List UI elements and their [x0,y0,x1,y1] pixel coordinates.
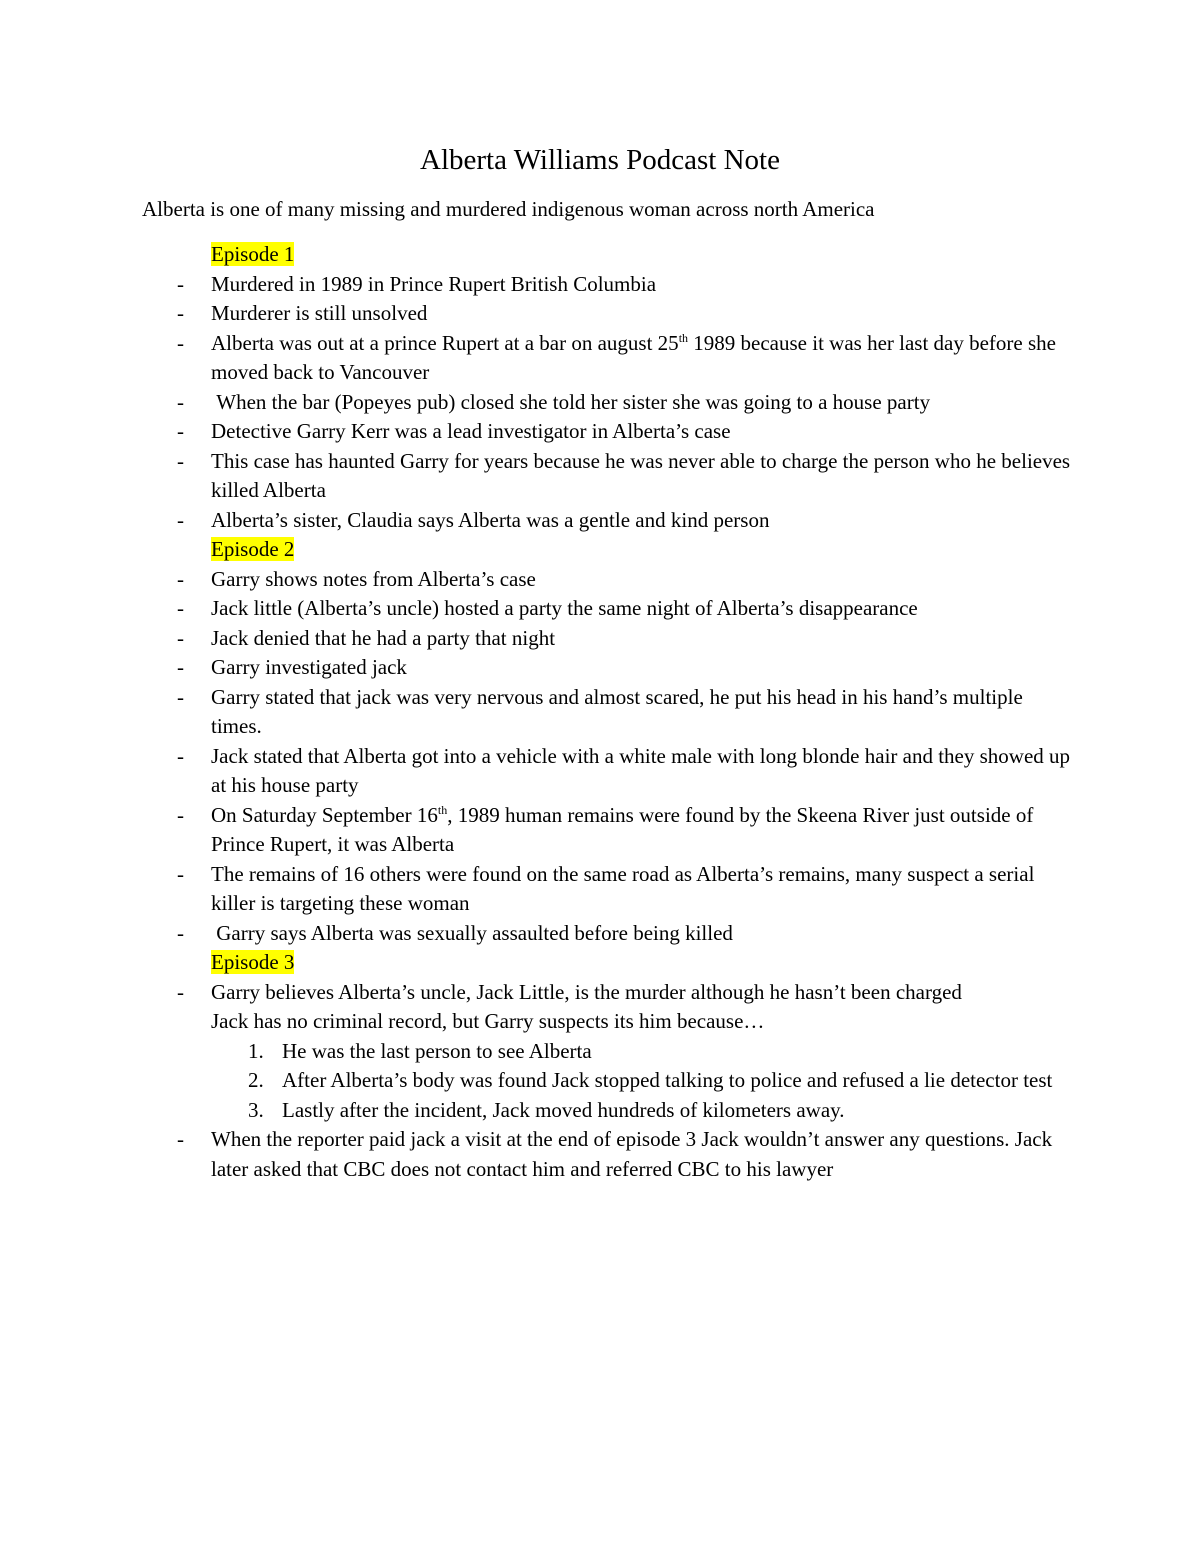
episode-2-heading: Episode 2 [211,537,295,561]
episode-2-heading-row [142,535,1072,565]
numbered-marker: 2. [248,1068,264,1092]
bullet-text: Jack denied that he had a party that night [211,625,556,650]
bullet-text: Alberta’s sister, Claudia says Alberta was a gentle and kind person [211,507,770,532]
list-item [142,653,1072,683]
bullet-text-part: , 1989 human remains were found by the Skeena River just outside of Prince Rupert, it was Alberta [211,802,1039,856]
list-item [142,683,1072,742]
list-item [142,270,1072,300]
bullet-dash: - [177,861,184,886]
list-item [142,594,1072,624]
bullet-text-part: On Saturday September 16 [211,802,438,827]
list-item [142,299,1072,329]
episode-1-heading-row [142,240,1072,270]
bullet-dash: - [177,448,184,473]
bullet-text: Detective Garry Kerr was a lead investigator in Alberta’s case [211,419,731,443]
list-item [142,919,1072,949]
numbered-text: After Alberta’s body was found Jack stopped talking to police and refused a lie detector test [282,1068,1053,1092]
numbered-text: Lastly after the incident, Jack moved hundreds of kilometers away. [282,1097,845,1122]
bullet-dash: - [177,684,184,709]
episode-1-heading: Episode 1 [211,242,295,266]
bullet-text [211,329,1072,388]
bullet-text-part: Alberta was out at a prince Rupert at a bar on august 25 [211,330,679,355]
notes-body [142,240,1076,1184]
bullet-text: Garry stated that jack was very nervous and almost scared, he put his head in his hand’s multiple times. [211,684,1029,738]
bullet-text: Jack little (Alberta’s uncle) hosted a party the same night of Alberta’s disappearance [211,596,918,620]
bullet-text: The remains of 16 others were found on the same road as Alberta’s remains, many suspect a serial killer is targeting these woman [211,861,1040,915]
bullet-dash: - [177,920,184,945]
ordinal-suffix: th [678,330,689,345]
list-item [142,1125,1072,1184]
list-item [142,624,1072,654]
episode-3-heading: Episode 3 [211,950,295,974]
bullet-text [211,801,1072,860]
bullet-text: Garry believes Alberta’s uncle, Jack Little, is the murder although he hasn’t been charged [211,979,962,1004]
bullet-dash: - [177,271,184,296]
bullet-dash: - [177,330,184,355]
list-item [142,801,1072,860]
list-item [142,860,1072,919]
bullet-text: Garry investigated jack [211,655,407,679]
list-item [142,329,1072,388]
numbered-item [142,1037,1072,1067]
numbered-item [142,1066,1072,1096]
numbered-marker-wrap [142,1066,282,1096]
page-title: Alberta Williams Podcast Note [420,144,780,176]
bullet-dash: - [177,979,184,1004]
bullet-continuation: Jack has no criminal record, but Garry suspects its him because… [211,1009,765,1033]
bullet-dash: - [177,802,184,827]
episode-3-heading-row [142,948,1072,978]
bullet-text-part: 1989 because it was her last day before she moved back to Vancouver [211,330,1062,384]
list-item [142,565,1072,595]
list-item [142,742,1076,801]
bullet-text: Garry says Alberta was sexually assaulted before being killed [211,920,733,945]
bullet-dash: - [177,596,184,620]
list-item [142,506,1072,536]
bullet-dash: - [177,566,184,591]
bullet-text: Jack stated that Alberta got into a vehicle with a white male with long blonde hair and they showed up at his house party [211,743,1076,797]
bullet-dash: - [177,507,184,532]
numbered-marker: 1. [248,1038,264,1063]
numbered-marker-wrap [142,1037,282,1067]
numbered-item [142,1096,1072,1126]
numbered-marker: 3. [248,1097,264,1122]
list-item [142,447,1076,506]
list-item [142,417,1072,447]
list-item [142,978,1072,1008]
bullet-text: Murderer is still unsolved [211,301,428,325]
bullet-dash: - [177,743,184,768]
bullet-text: When the reporter paid jack a visit at the end of episode 3 Jack wouldn’t answer any questions. Jack later asked that CBC does not contact him and referred CBC to his lawyer [211,1127,1058,1181]
bullet-dash: - [177,301,184,325]
numbered-text: He was the last person to see Alberta [282,1038,592,1063]
bullet-dash: - [177,389,184,414]
bullet-dash: - [177,625,184,650]
bullet-text: Murdered in 1989 in Prince Rupert British Columbia [211,271,657,296]
bullet-dash: - [177,419,184,443]
bullet-text: This case has haunted Garry for years because he was never able to charge the person who he believes killed Alberta [211,448,1076,502]
bullet-dash: - [177,655,184,679]
bullet-text: When the bar (Popeyes pub) closed she told her sister she was going to a house party [211,389,931,414]
intro-paragraph: Alberta is one of many missing and murdered indigenous woman across north America [142,197,875,221]
bullet-dash: - [177,1127,184,1151]
list-item [142,388,1072,418]
numbered-marker-wrap [142,1096,282,1126]
ordinal-suffix: th [437,802,448,817]
bullet-text: Garry shows notes from Alberta’s case [211,566,536,591]
